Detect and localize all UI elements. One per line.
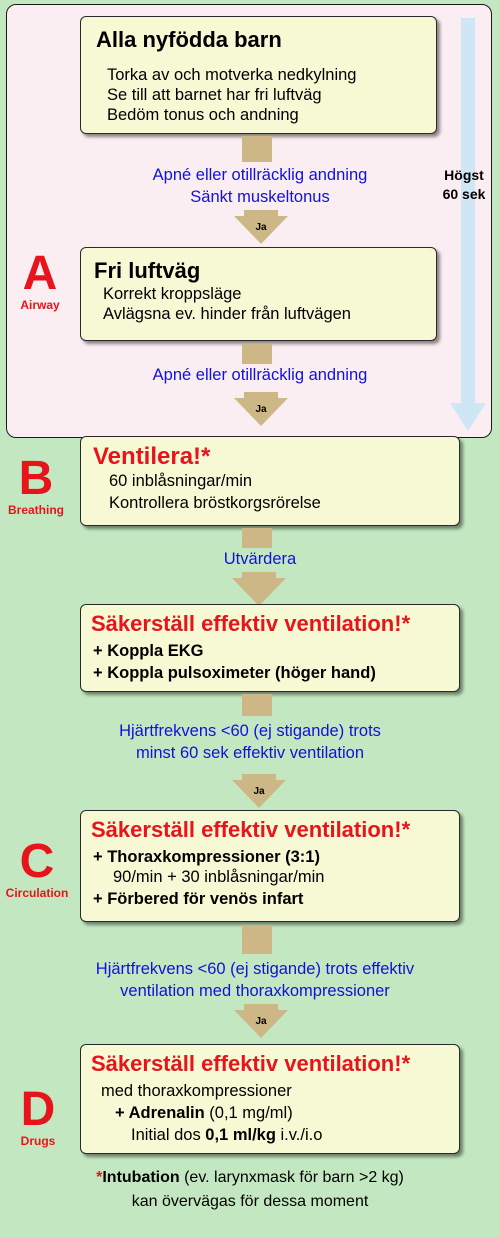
box-line: Se till att barnet har fri luftväg (107, 86, 322, 104)
condition-line: Hjärtfrekvens <60 (ej stigande) trots (119, 722, 381, 740)
condition-line: Sänkt muskeltonus (190, 188, 330, 206)
footnote (10, 1166, 490, 1214)
flow-connector (242, 344, 272, 364)
ja-arrow-icon (234, 1004, 288, 1038)
box-title: Fri luftväg (94, 258, 201, 283)
box-line: Korrekt kroppsläge (103, 285, 242, 303)
box-line: Kontrollera bröstkorgsrörelse (109, 494, 321, 512)
condition-line: Apné eller otillräcklig andning (152, 366, 368, 384)
box-ensure-ventilation-2 (80, 810, 460, 922)
condition-line: Hjärtfrekvens <60 (ej stigande) trots effektiv (95, 960, 415, 978)
condition-line: minst 60 sek effektiv ventilation (135, 744, 365, 762)
flow-connector (242, 694, 272, 716)
box-title (93, 443, 210, 471)
box-title-text: Säkerställ effektiv ventilation! (91, 611, 402, 636)
condition-c3 (100, 548, 420, 570)
box-line (115, 1103, 293, 1124)
letter-d-label: Drugs (20, 1134, 56, 1148)
box-line: + Förbered för venös infart (93, 890, 304, 908)
timer-arrow-icon (448, 18, 488, 433)
box-title (91, 817, 410, 843)
adrenalin-label: + Adrenalin (115, 1104, 205, 1122)
letter-c-glyph: C (19, 835, 55, 888)
footnote-line-2: kan övervägas för dessa moment (131, 1193, 369, 1210)
box-title (91, 611, 410, 637)
footnote-rest: (ev. larynxmask för barn >2 kg) (179, 1169, 404, 1186)
box-line: + Koppla EKG (93, 642, 204, 660)
asterisk: * (401, 1051, 411, 1076)
ja-label: Ja (253, 786, 265, 797)
initial-dose-prefix: Initial dos (131, 1126, 206, 1144)
condition-line: Utvärdera (223, 550, 297, 568)
letter-b-label: Breathing (7, 503, 64, 517)
footnote-bold: Intubation (102, 1169, 180, 1186)
ja-arrow-icon (232, 774, 286, 808)
box-all-newborns (80, 16, 437, 134)
letter-d (6, 1083, 70, 1148)
condition-c4 (80, 720, 420, 764)
box-title (91, 1051, 410, 1077)
letter-d-glyph: D (20, 1083, 56, 1136)
condition-c5 (40, 958, 470, 1002)
box-line: 60 inblåsningar/min (109, 472, 253, 490)
letter-a-glyph: A (22, 247, 58, 300)
box-line: 90/min + 30 inblåsningar/min (113, 868, 325, 886)
letter-b (4, 452, 68, 517)
letter-a (10, 247, 70, 312)
asterisk: * (401, 611, 411, 636)
box-line: Avlägsna ev. hinder från luftvägen (103, 305, 351, 323)
box-title: Alla nyfödda barn (96, 27, 282, 52)
ja-label: Ja (255, 222, 267, 233)
box-title-text: Säkerställ effektiv ventilation! (91, 1051, 402, 1076)
box-line: + Koppla pulsoximeter (höger hand) (93, 664, 376, 682)
box-line: med thoraxkompressioner (101, 1082, 292, 1100)
footnote-line-1 (10, 1166, 490, 1190)
condition-line: Apné eller otillräcklig andning (152, 166, 368, 184)
adrenalin-dose: (0,1 mg/ml) (204, 1104, 293, 1122)
timer-label (432, 166, 496, 204)
letter-c-label: Circulation (5, 886, 69, 900)
timer-line-2: 60 sek (442, 186, 486, 202)
flow-connector (242, 136, 272, 162)
initial-dose-route: i.v./i.o (275, 1126, 323, 1144)
asterisk: * (401, 817, 411, 842)
asterisk: * (201, 443, 211, 470)
letter-b-glyph: B (18, 452, 54, 505)
box-ensure-ventilation-1 (80, 604, 460, 692)
letter-a-label: Airway (20, 298, 60, 312)
flow-connector (242, 528, 272, 548)
ja-label: Ja (255, 404, 267, 415)
down-arrow-icon (232, 572, 286, 606)
condition-c1 (100, 164, 420, 208)
box-airway (80, 247, 437, 341)
asterisk: * (96, 1169, 103, 1186)
box-line: + Thoraxkompressioner (3:1) (93, 848, 320, 866)
box-line: Bedöm tonus och andning (107, 106, 299, 124)
timer-line-1: Högst (444, 167, 484, 183)
box-title-text: Ventilera! (93, 443, 202, 470)
condition-c2 (100, 364, 420, 386)
flow-connector (242, 926, 272, 954)
ja-label: Ja (255, 1016, 267, 1027)
box-ensure-ventilation-3 (80, 1044, 460, 1154)
initial-dose-value: 0,1 ml/kg (205, 1126, 276, 1144)
box-title-text: Säkerställ effektiv ventilation! (91, 817, 402, 842)
box-line: Torka av och motverka nedkylning (107, 66, 357, 84)
ja-arrow-icon (234, 210, 288, 244)
ja-arrow-icon (234, 392, 288, 426)
box-ventilate (80, 436, 460, 526)
condition-line: ventilation med thoraxkompressioner (120, 982, 390, 1000)
letter-c (2, 835, 72, 900)
box-line (131, 1125, 322, 1146)
